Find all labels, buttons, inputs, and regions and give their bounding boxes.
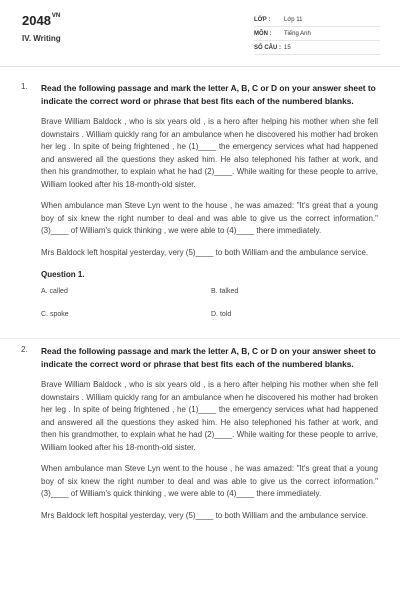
- passage-paragraph: Brave William Baldock , who is six years old , is a hero after helping his mother when she fell downstairs . William quickly rang for an ambulance when he discovered his mother had broken her leg . In spite of being frightened , he (1)____ the emergency services what had happened and answered all the questions they asked him. He also telephoned his father at work, and then his grandmother, to explain what he had (2)____. While waiting for these people to arrive, William looked after his 18-month-old sister.: [41, 380, 378, 452]
- page-header: [0, 0, 400, 66]
- passage-paragraph: Mrs Baldock left hospital yesterday, very (5)____ to both William and the ambulance service.: [41, 510, 369, 520]
- meta-divider: [254, 40, 380, 41]
- subject-label: MÔN :: [254, 31, 272, 37]
- answer-options: [41, 288, 378, 334]
- question-block: [0, 339, 400, 522]
- site-logo[interactable]: [22, 13, 60, 28]
- question-block: [0, 76, 400, 334]
- count-label: SỐ CÂU :: [254, 45, 281, 51]
- logo-text: 2048: [22, 13, 51, 28]
- question-number: 1.: [21, 82, 28, 91]
- grade-value: Lớp 11: [284, 17, 303, 23]
- section-title: IV. Writing: [22, 34, 61, 43]
- option-c[interactable]: C. spoke: [41, 311, 69, 318]
- passage-paragraph: Mrs Baldock left hospital yesterday, very (5)____ to both William and the ambulance service.: [41, 247, 369, 257]
- question-list: [0, 76, 400, 522]
- logo-suffix: VN: [51, 13, 61, 19]
- meta-divider: [254, 26, 380, 27]
- meta-divider: [254, 54, 380, 55]
- grade-label: LỚP :: [254, 17, 271, 23]
- count-info: [254, 45, 291, 51]
- question-instruction: Read the following passage and mark the letter A, B, C or D on your answer sheet to indicate the correct word or phrase that best fits each of the numbered blanks.: [41, 83, 376, 106]
- question-instruction: Read the following passage and mark the letter A, B, C or D on your answer sheet to indicate the correct word or phrase that best fits each of the numbered blanks.: [41, 346, 376, 369]
- passage-paragraph: Brave William Baldock , who is six years old , is a hero after helping his mother when she fell downstairs . William quickly rang for an ambulance when he discovered his mother had broken her leg . In spite of being frightened , he (1)____ the emergency services what had happened and answered all the questions they asked him. He also telephoned his father at work, and then his grandmother, to explain what he had (2)____. While waiting for these people to arrive, William looked after his 18-month-old sister.: [41, 117, 378, 189]
- passage-paragraph: When ambulance man Steve Lyn went to the house , he was amazed: "It's great that a young boy of six knew the right number to deal and was able to give us the correct information." (3)____ of William's quick thinking , we were able to (4)____ there immediately.: [41, 464, 378, 498]
- subject-value: Tiếng Anh: [284, 31, 311, 37]
- count-value: 15: [284, 45, 291, 51]
- header-divider: [0, 66, 400, 67]
- question-label: Question 1.: [41, 270, 85, 279]
- option-d[interactable]: D. told: [211, 311, 232, 318]
- question-number: 2.: [21, 345, 28, 354]
- grade-info: [254, 17, 303, 23]
- subject-info: [254, 31, 311, 37]
- option-a[interactable]: A. called: [41, 288, 68, 295]
- passage-paragraph: When ambulance man Steve Lyn went to the house , he was amazed: "It's great that a young boy of six knew the right number to deal and was able to give us the correct information." (3)____ of William's quick thinking , we were able to (4)____ there immediately.: [41, 201, 378, 235]
- option-b[interactable]: B. talked: [211, 288, 239, 295]
